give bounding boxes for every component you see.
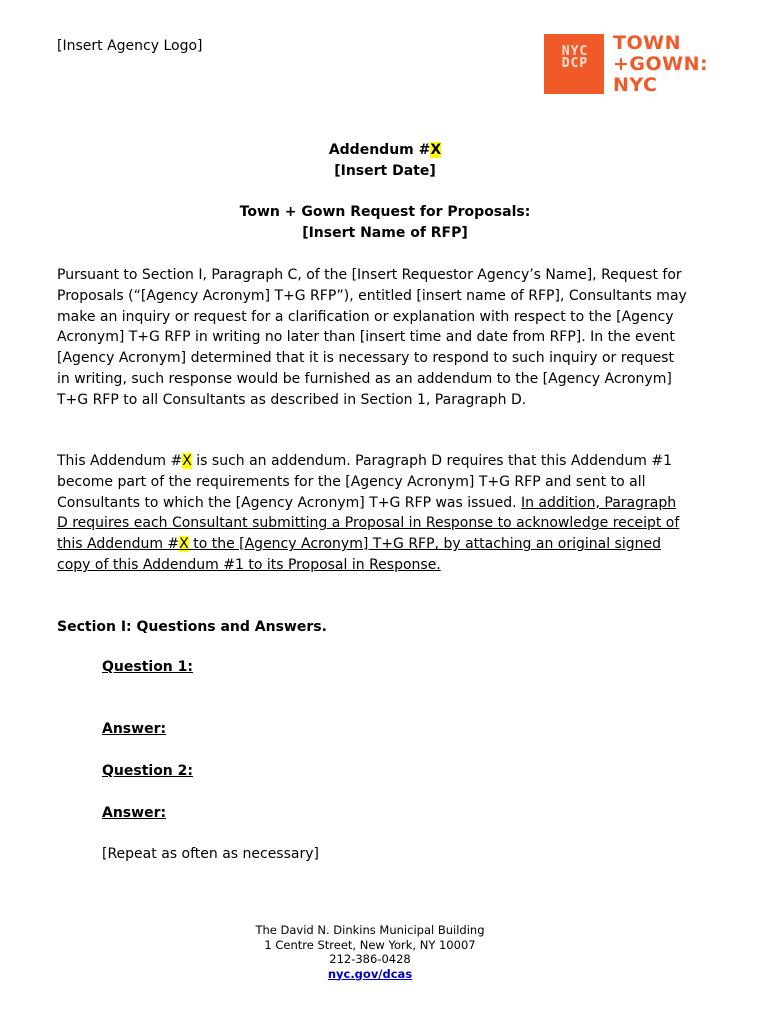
addendum-title: Addendum #X <box>328 142 442 158</box>
date-placeholder: [Insert Date] <box>334 163 436 179</box>
repeat-note: [Repeat as often as necessary] <box>102 846 319 862</box>
footer-website-link[interactable]: nyc.gov/dcas <box>327 966 413 981</box>
question-1-label: Question 1: <box>102 659 193 675</box>
footer-address: 1 Centre Street, New York, NY 10007 <box>264 937 476 952</box>
footer-phone: 212-386-0428 <box>329 952 411 966</box>
agency-logo-placeholder: [Insert Agency Logo] <box>57 38 203 54</box>
rfp-heading: Town + Gown Request for Proposals: <box>239 204 531 220</box>
town-gown-wordmark: TOWN +GOWN: NYC <box>613 32 709 96</box>
footer-building: The David N. Dinkins Municipal Building <box>255 923 485 937</box>
rfp-name-placeholder: [Insert Name of RFP] <box>302 225 468 241</box>
acknowledgement-requirement: In addition, Paragraph D requires each Consultant submitting a Proposal in Response to acknowledge receipt of this Addendum #X to the [Agency Acronym] T+G RFP, by attaching an original signed copy of this Addendum #1 to its Proposal in Response. <box>57 494 680 573</box>
nyc-mark-icon: NYC DCP <box>544 34 604 94</box>
answer-2-label: Answer: <box>102 805 167 821</box>
answer-1-label: Answer: <box>102 721 167 737</box>
paragraph-inquiry-procedure: Pursuant to Section I, Paragraph C, of the [Insert Requestor Agency’s Name], Request for Proposals (“[Agency Acronym] T+G RFP”), entitled [insert name of RFP], Consultants may make an inquiry or request for a clarification or explanation with respect to the [Agency Acronym] T+G RFP in writing no later than [insert time and date from RFP]. In the event [Agency Acronym] determined that it is necessary to respond to such inquiry or request in writing, such response would be furnished as an addendum to the [Agency Acronym] T+G RFP to all Consultants as described in Section 1, Paragraph D. <box>57 267 687 408</box>
footer-address-block <box>0 923 740 981</box>
paragraph-addendum-requirement: This Addendum #X is such an addendum. Paragraph D requires that this Addendum #1 become part of the requirements for the [Agency Acronym] T+G RFP and sent to all Consultants to which the [Agency Acronym] T+G RFP was issued. In addition, Paragraph D requires each Consultant submitting a Proposal in Response to acknowledge receipt of this Addendum #X to the [Agency Acronym] T+G RFP, by attaching an original signed copy of this Addendum #1 to its Proposal in Response. <box>57 453 680 573</box>
addendum-number-highlight: X <box>430 142 442 158</box>
question-2-label: Question 2: <box>102 763 193 779</box>
town-gown-nyc-logo <box>544 34 714 96</box>
section-heading: Section I: Questions and Answers. <box>57 619 327 635</box>
